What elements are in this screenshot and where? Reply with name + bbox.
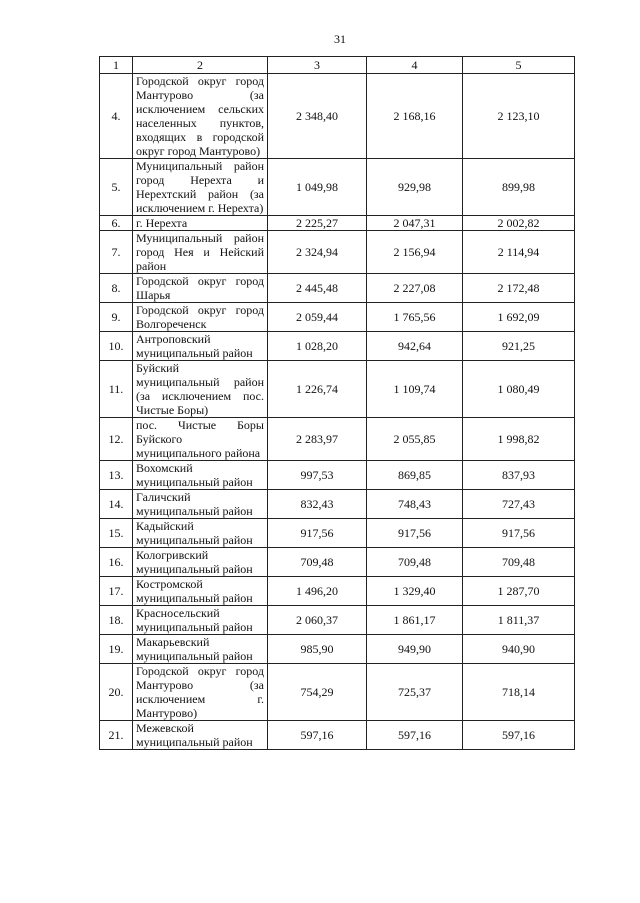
municipality-name: Муниципальный район город Нея и Нейский район: [133, 231, 268, 274]
value-col-5: 837,93: [463, 461, 575, 490]
page-number: 31: [334, 32, 346, 46]
table-row: [100, 664, 575, 721]
value-col-4: 929,98: [367, 159, 463, 216]
value-col-4: 2 227,08: [367, 274, 463, 303]
row-number: 4.: [100, 74, 133, 159]
value-col-3: 2 445,48: [268, 274, 367, 303]
value-col-3: 917,56: [268, 519, 367, 548]
row-number: 15.: [100, 519, 133, 548]
row-number: 8.: [100, 274, 133, 303]
value-col-5: 709,48: [463, 548, 575, 577]
value-col-4: 1 861,17: [367, 606, 463, 635]
municipality-name: Городской округ город Волгореченск: [133, 303, 268, 332]
value-col-4: 597,16: [367, 721, 463, 750]
header-cell: 4: [367, 57, 463, 74]
value-col-5: 2 123,10: [463, 74, 575, 159]
municipality-name: Муниципальный район город Нерехта и Нерехтский район (за исключением г. Нерехта): [133, 159, 268, 216]
value-col-3: 754,29: [268, 664, 367, 721]
value-col-3: 1 226,74: [268, 361, 367, 418]
header-cell: 5: [463, 57, 575, 74]
table-row: [100, 361, 575, 418]
row-number: 21.: [100, 721, 133, 750]
municipality-name: Макарьевский муниципальный район: [133, 635, 268, 664]
value-col-4: 2 156,94: [367, 231, 463, 274]
value-col-4: 748,43: [367, 490, 463, 519]
header-cell: 1: [100, 57, 133, 74]
table-row: [100, 231, 575, 274]
table-row: [100, 548, 575, 577]
table-row: [100, 721, 575, 750]
row-number: 12.: [100, 418, 133, 461]
value-col-5: 597,16: [463, 721, 575, 750]
header-cell: 2: [133, 57, 268, 74]
municipality-name: пос. Чистые Боры Буйского муниципального района: [133, 418, 268, 461]
value-col-3: 997,53: [268, 461, 367, 490]
table-row: [100, 332, 575, 361]
municipality-name: Кадыйский муниципальный район: [133, 519, 268, 548]
value-col-3: 1 028,20: [268, 332, 367, 361]
value-col-4: 949,90: [367, 635, 463, 664]
value-col-3: 597,16: [268, 721, 367, 750]
municipality-name: Красносельский муниципальный район: [133, 606, 268, 635]
value-col-3: 1 496,20: [268, 577, 367, 606]
row-number: 7.: [100, 231, 133, 274]
table-row: [100, 216, 575, 231]
row-number: 9.: [100, 303, 133, 332]
municipality-name: Вохомский муниципальный район: [133, 461, 268, 490]
row-number: 20.: [100, 664, 133, 721]
value-col-5: 2 172,48: [463, 274, 575, 303]
value-col-3: 1 049,98: [268, 159, 367, 216]
value-col-5: 1 080,49: [463, 361, 575, 418]
table-row: [100, 490, 575, 519]
municipality-name: Кологривский муниципальный район: [133, 548, 268, 577]
row-number: 14.: [100, 490, 133, 519]
table-row: [100, 159, 575, 216]
value-col-3: 985,90: [268, 635, 367, 664]
row-number: 13.: [100, 461, 133, 490]
value-col-5: 1 692,09: [463, 303, 575, 332]
table-row: [100, 74, 575, 159]
municipality-name: Антроповский муниципальный район: [133, 332, 268, 361]
tariff-table: [99, 56, 575, 750]
value-col-5: 1 287,70: [463, 577, 575, 606]
municipality-name: Костромской муниципальный район: [133, 577, 268, 606]
row-number: 16.: [100, 548, 133, 577]
row-number: 17.: [100, 577, 133, 606]
municipality-name: Галичский муниципальный район: [133, 490, 268, 519]
value-col-4: 709,48: [367, 548, 463, 577]
table-row: [100, 303, 575, 332]
row-number: 19.: [100, 635, 133, 664]
value-col-3: 2 283,97: [268, 418, 367, 461]
value-col-5: 940,90: [463, 635, 575, 664]
municipality-name: Городской округ город Мантурово (за исключением г. Мантурово): [133, 664, 268, 721]
value-col-4: 1 329,40: [367, 577, 463, 606]
value-col-5: 727,43: [463, 490, 575, 519]
value-col-5: 2 002,82: [463, 216, 575, 231]
value-col-4: 2 047,31: [367, 216, 463, 231]
value-col-3: 2 348,40: [268, 74, 367, 159]
municipality-name: Буйский муниципальный район (за исключением пос. Чистые Боры): [133, 361, 268, 418]
value-col-4: 2 168,16: [367, 74, 463, 159]
value-col-3: 2 060,37: [268, 606, 367, 635]
value-col-3: 2 225,27: [268, 216, 367, 231]
value-col-5: 718,14: [463, 664, 575, 721]
value-col-3: 2 059,44: [268, 303, 367, 332]
value-col-4: 2 055,85: [367, 418, 463, 461]
value-col-4: 917,56: [367, 519, 463, 548]
value-col-5: 1 811,37: [463, 606, 575, 635]
municipality-name: г. Нерехта: [133, 216, 268, 231]
row-number: 18.: [100, 606, 133, 635]
value-col-5: 899,98: [463, 159, 575, 216]
value-col-3: 832,43: [268, 490, 367, 519]
table-body: [100, 57, 575, 750]
value-col-4: 1 109,74: [367, 361, 463, 418]
value-col-4: 1 765,56: [367, 303, 463, 332]
value-col-4: 869,85: [367, 461, 463, 490]
municipality-name: Городской округ город Шарья: [133, 274, 268, 303]
table-row: [100, 418, 575, 461]
row-number: 10.: [100, 332, 133, 361]
municipality-name: Городской округ город Мантурово (за исключением сельских населенных пунктов, входящих в городской округ город Мантурово): [133, 74, 268, 159]
table-row: [100, 461, 575, 490]
table-header-row: [100, 57, 575, 74]
row-number: 6.: [100, 216, 133, 231]
municipality-name: Межевской муниципальный район: [133, 721, 268, 750]
row-number: 11.: [100, 361, 133, 418]
table-row: [100, 606, 575, 635]
value-col-5: 1 998,82: [463, 418, 575, 461]
value-col-4: 725,37: [367, 664, 463, 721]
table-row: [100, 274, 575, 303]
value-col-4: 942,64: [367, 332, 463, 361]
header-cell: 3: [268, 57, 367, 74]
row-number: 5.: [100, 159, 133, 216]
table-row: [100, 635, 575, 664]
table-row: [100, 519, 575, 548]
value-col-5: 921,25: [463, 332, 575, 361]
value-col-3: 709,48: [268, 548, 367, 577]
table-row: [100, 577, 575, 606]
value-col-3: 2 324,94: [268, 231, 367, 274]
value-col-5: 917,56: [463, 519, 575, 548]
value-col-5: 2 114,94: [463, 231, 575, 274]
